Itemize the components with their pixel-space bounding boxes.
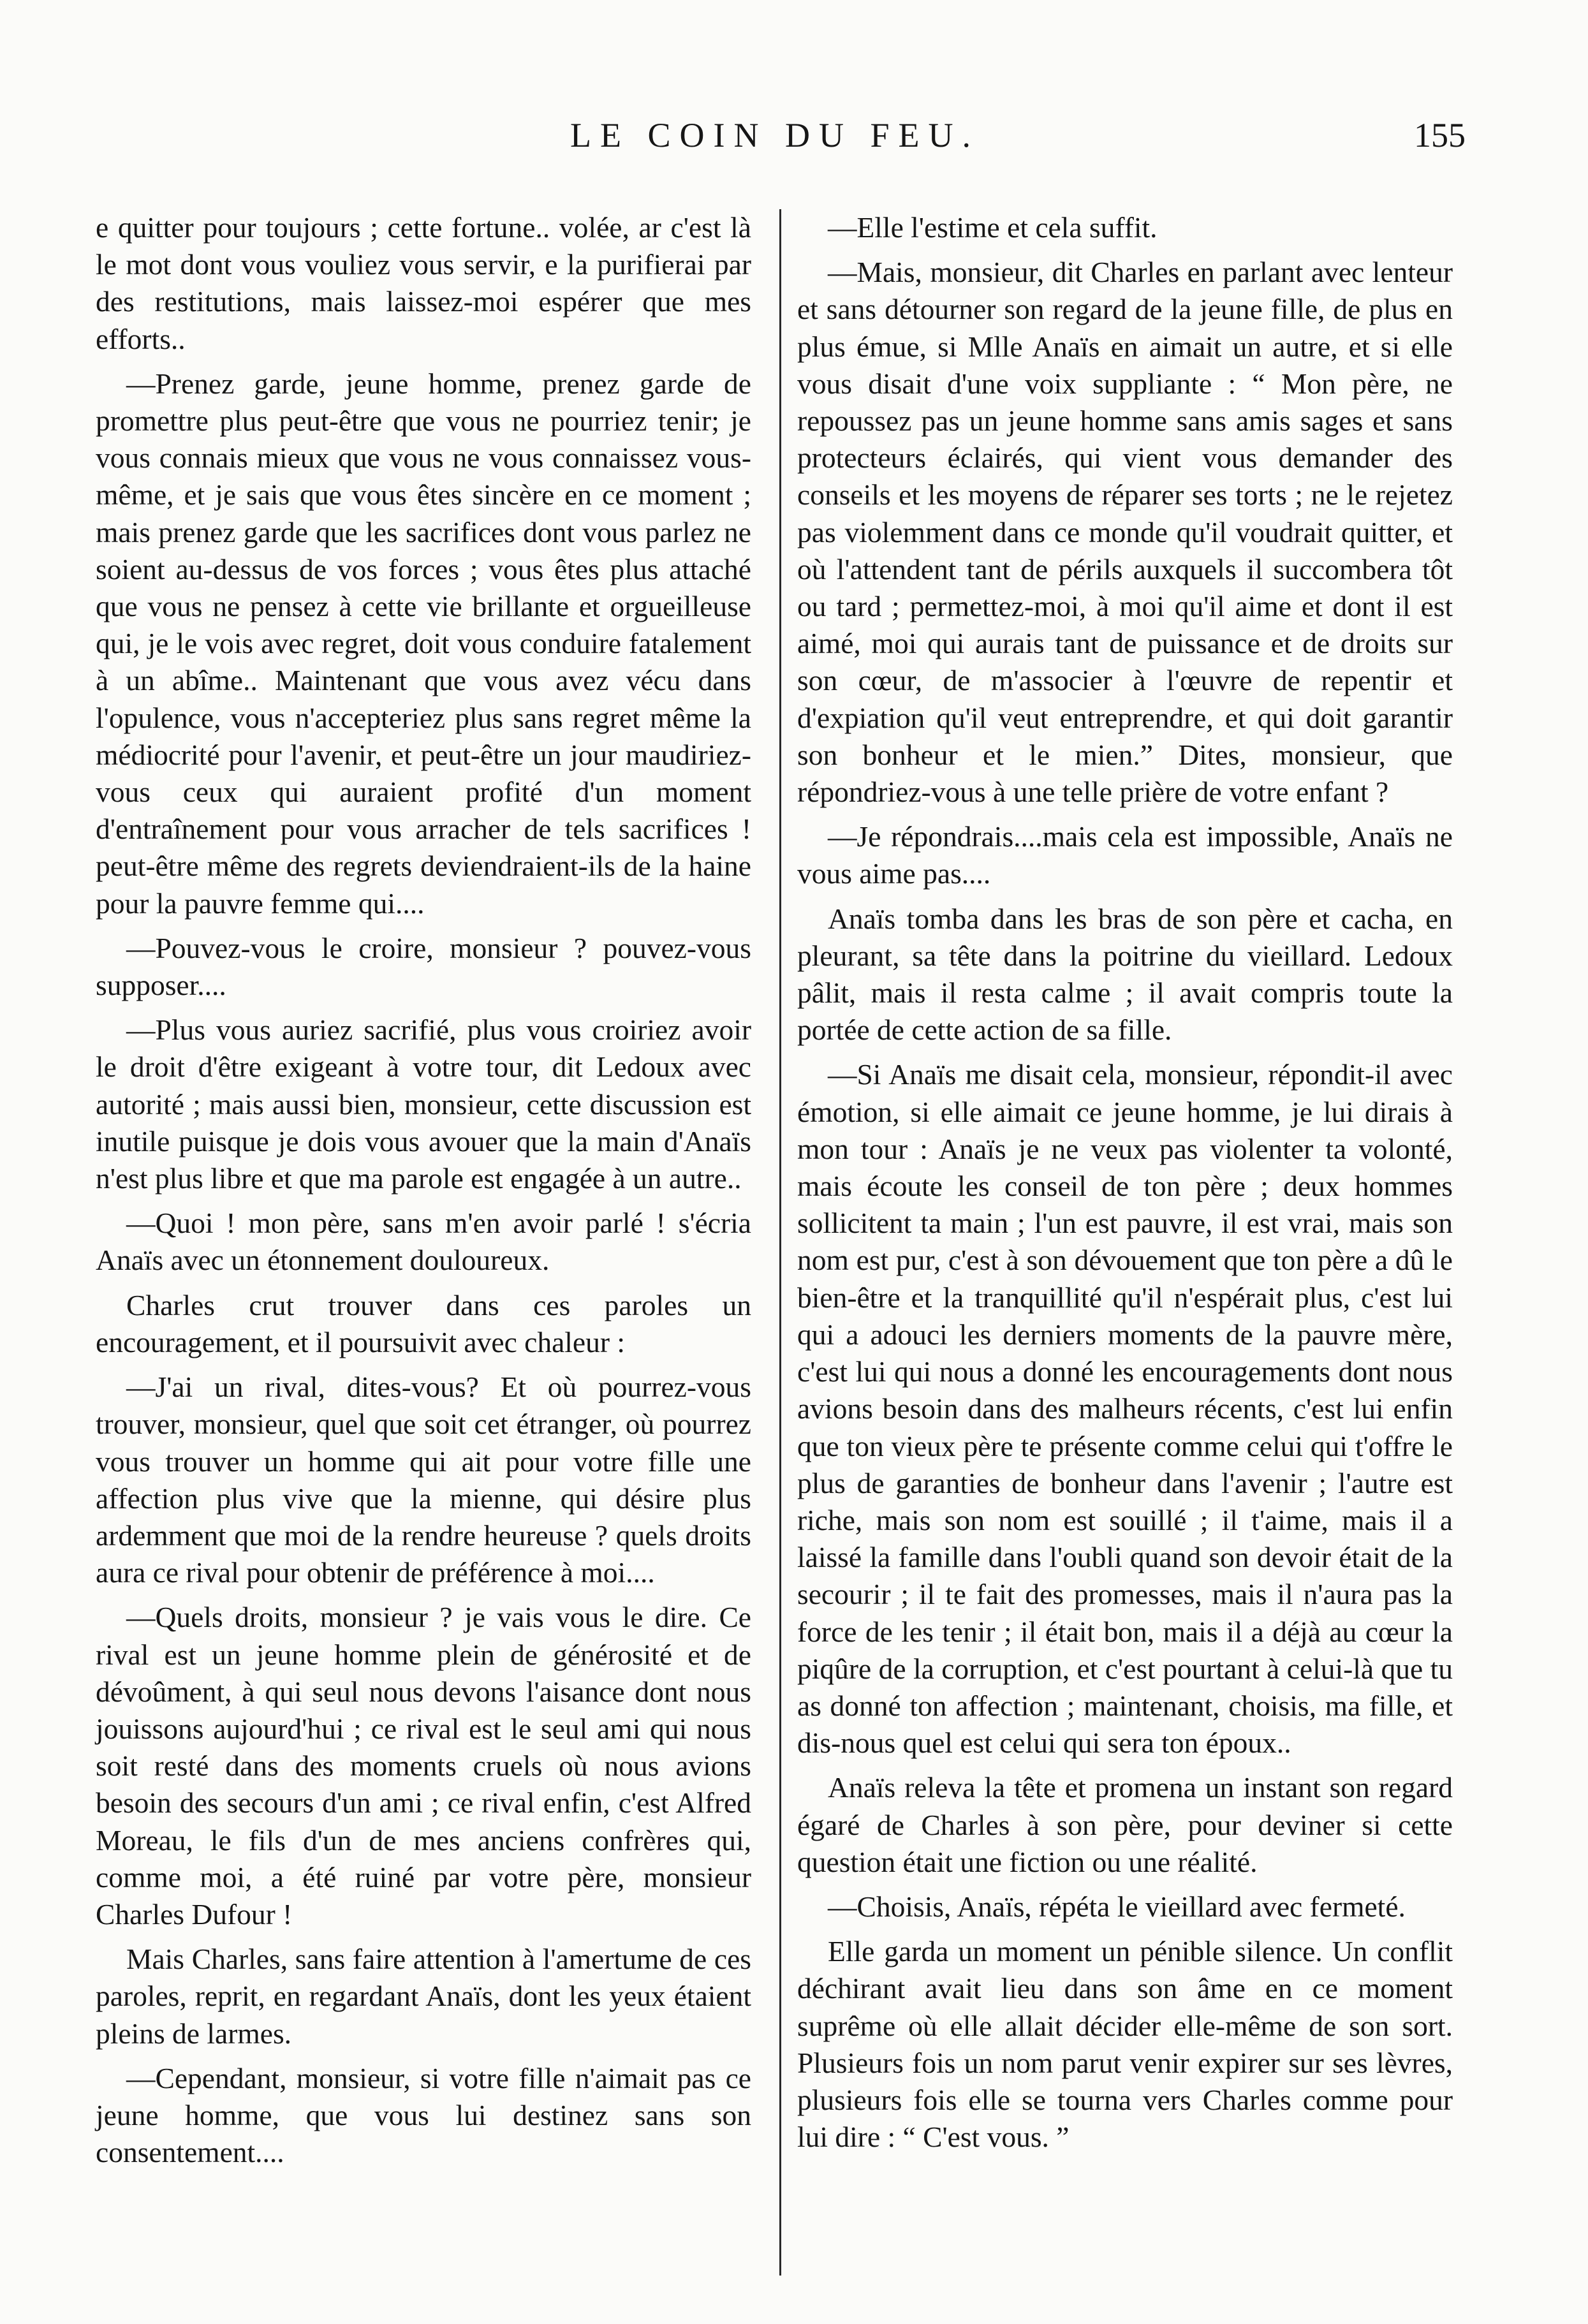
paragraph: —Prenez garde, jeune homme, prenez garde de promettre plus peut-être que vous ne pourriez tenir; je vous connais mieux que vous ne vous connaissez vous-même, et je sais que vous êtes sincère en ce moment ; mais prenez garde que les sacrifices dont vous parlez ne soient au-dessus de vos forces ; vous êtes plus attaché que vous ne pensez à cette vie brillante et orgueilleuse qui, je le vois avec regret, doit vous conduire fatalement à un abîme.. Maintenant que vous avez vécu dans l'opulence, vous n'accepteriez plus sans regret même la médiocrité pour l'avenir, et peut-être un jour maudiriez-vous ceux qui auraient profité d'un moment d'entraînement pour vous arracher de tels sacrifices ! peut-être même des regrets deviendraient-ils de la haine pour la pauvre femme qui.... xyxy=(96,367,751,920)
right-column xyxy=(797,209,1453,2276)
paragraph: Mais Charles, sans faire attention à l'amertume de ces paroles, reprit, en regardant Anaïs, dont les yeux étaient pleins de larmes. xyxy=(96,1943,751,2050)
paragraph: —Cependant, monsieur, si votre fille n'aimait pas ce jeune homme, que vous lui destinez sans son consentement.... xyxy=(96,2061,751,2169)
paragraph: —Elle l'estime et cela suffit. xyxy=(828,211,1158,244)
column-divider xyxy=(779,209,781,2276)
paragraph: Elle garda un moment un pénible silence. Un conflit déchirant avait lieu dans son âme en ce moment suprême où elle allait décider elle-même de son sort. Plusieurs fois un nom parut venir expirer sur ses lèvres, plusieurs fois elle se tourna vers Charles comme pour lui dire : “ C'est vous. ” xyxy=(797,1935,1453,2154)
paragraph: —Choisis, Anaïs, répéta le vieillard avec fermeté. xyxy=(828,1890,1406,1923)
paragraph: —Plus vous auriez sacrifié, plus vous croiriez avoir le droit d'être exigeant à votre tour, dit Ledoux avec autorité ; mais aussi bien, monsieur, cette discussion est inutile puisque je dois vous avouer que la main d'Anaïs n'est plus libre et que ma parole est engagée à un autre.. xyxy=(96,1013,751,1195)
paragraph: —Je répondrais....mais cela est impossible, Anaïs ne vous aime pas.... xyxy=(797,820,1453,890)
paragraph: —J'ai un rival, dites-vous? Et où pourrez-vous trouver, monsieur, quel que soit cet étranger, où pourrez vous trouver un homme qui ait pour votre fille une affection plus vive que la mienne, qui désire plus ardemment que moi de la rendre heureuse ? quels droits aura ce rival pour obtenir de préférence à moi.... xyxy=(96,1371,751,1589)
page-header xyxy=(84,110,1466,161)
page-number: 155 xyxy=(1414,116,1466,154)
paragraph: Anaïs releva la tête et promena un instant son regard égaré de Charles à son père, pour deviner si cette question était une fiction ou une réalité. xyxy=(797,1771,1453,1878)
paragraph: —Quoi ! mon père, sans m'en avoir parlé ! s'écria Anaïs avec un étonnement douloureux. xyxy=(96,1207,751,1277)
paragraph: Charles crut trouver dans ces paroles un encouragement, et il poursuivit avec chaleur : xyxy=(96,1288,751,1358)
paragraph: —Si Anaïs me disait cela, monsieur, répondit-il avec émotion, si elle aimait ce jeune homme, je lui dirais à mon tour : Anaïs je ne veux pas violenter ta volonté, mais écoute les conseil de ton père ; deux hommes sollicitent ta main ; l'un est pauvre, il est vrai, mais son nom est pur, c'est à son dévouement que ton père a dû le bien-être et la tranquillité qu'il n'espérait plus, c'est lui qui a adouci les derniers moments de la pauvre mère, c'est lui qui nous a donné les encouragements dont nous avions besoin dans des malheurs récents, c'est lui enfin que ton vieux père te présente comme celui qui t'offre le plus de garanties de bonheur dans l'avenir ; l'autre est riche, mais son nom est souillé ; il t'aime, mais il a laissé la famille dans l'oubli quand son devoir était de la secourir ; il te fait des promesses, mais il n'aura pas la force de les tenir ; il était bon, mais il a déjà au cœur la piqûre de la corruption, et c'est pourtant à celui-là que tu as donné ton affection ; maintenant, choisis, ma fille, et dis-nous quel est celui qui sera ton époux.. xyxy=(797,1058,1453,1760)
paragraph: —Mais, monsieur, dit Charles en parlant avec lenteur et sans détourner son regard de la jeune fille, de plus en plus émue, si Mlle Anaïs en aimait un autre, et si elle vous disait d'une voix suppliante : “ Mon père, ne repoussez pas un jeune homme sans amis sages et sans protecteurs éclairés, qui vient vous demander des conseils et les moyens de réparer ses torts ; ne le rejetez pas violemment dans ce monde qu'il voudrait quitter, et où l'attendent tant de périls auxquels il succombera tôt ou tard ; permettez-moi, à moi qu'il aime et dont il est aimé, moi qui aurais tant de puissance et de droits sur son cœur, de m'associer à l'œuvre de repentir et d'expiation qu'il veut entreprendre, et qui doit garantir son bonheur et le mien.” Dites, monsieur, que répondriez-vous à une telle prière de votre enfant ? xyxy=(797,256,1453,809)
paragraph: e quitter pour toujours ; cette fortune.. volée, ar c'est là le mot dont vous vouliez vous servir, e la purifierai par des restitutions, mais laissez-moi espérer que mes efforts.. xyxy=(96,211,751,355)
left-column xyxy=(96,209,751,2276)
running-title: LE COIN DU FEU. xyxy=(570,116,980,154)
paragraph: —Quels droits, monsieur ? je vais vous le dire. Ce rival est un jeune homme plein de générosité et de dévoûment, à qui seul nous devons l'aisance dont nous jouissons aujourd'hui ; ce rival est le seul ami qui nous soit resté dans des moments cruels où nous avions besoin des secours d'un ami ; ce rival enfin, c'est Alfred Moreau, le fils d'un de mes anciens confrères qui, comme moi, a été ruiné par votre père, monsieur Charles Dufour ! xyxy=(96,1601,751,1931)
paragraph: Anaïs tomba dans les bras de son père et cacha, en pleurant, sa tête dans la poitrine du vieillard. Ledoux pâlit, mais il resta calme ; il avait compris toute la portée de cette action de sa fille. xyxy=(797,902,1453,1047)
paragraph: —Pouvez-vous le croire, monsieur ? pouvez-vous supposer.... xyxy=(96,931,751,1002)
